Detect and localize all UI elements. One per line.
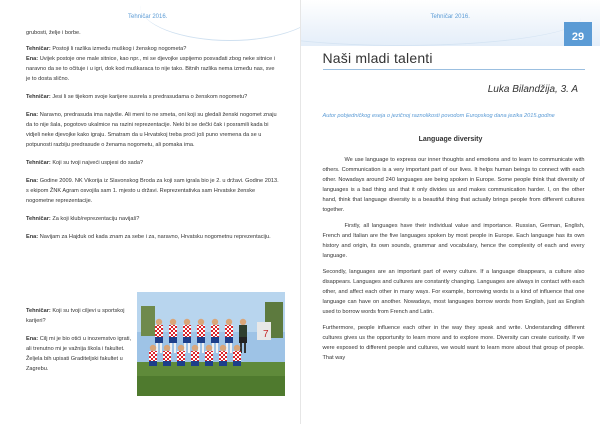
question: Tehničar: Koji su tvoji ciljevi u sportskoj karijeri? <box>26 308 125 324</box>
question: Tehničar: Postoji li razlika između muškog i ženskog nogometa? <box>26 46 187 52</box>
interview-text <box>26 28 280 250</box>
essay-paragraph: We use language to express our inner thoughts and emotions and to learn to communicate with others. Communication is a very important part of our lives. It helps human beings to connect with each other. Nowadays around 240 languages are being spoken in Europe. Some people think that diversity of languages is a bad thing and that it only divides us and makes communication harder. I, on the other hand, think that language diversity is a beautiful thing that actually brings people from different cultures together. <box>322 157 585 213</box>
essay-title: Language diversity <box>418 136 483 143</box>
interview-text-narrow <box>26 306 136 382</box>
author-line: Luka Bilandžija, 3. A <box>487 84 578 95</box>
heading-rule <box>323 69 585 70</box>
running-head-right: Tehničar 2016. <box>430 14 470 20</box>
question: Tehničar: Jesi li se tijekom svoje karijere susrela s predrasudama o ženskom nogometu? <box>26 94 248 100</box>
right-page <box>301 0 600 424</box>
answer: Ena: Navijam za Hajduk od kada znam za sebe i za, naravno, Hrvatsku nogometnu reprezentaciju. <box>26 234 271 240</box>
essay-paragraph: Secondly, languages are an important part of every culture. If a language disappears, a culture also disappears. Languages and cultures are constantly changing. Languages are always in contact with each other, and affect each other in many ways. For example, borrowing words is a kind of influence that one language can have on another. Nowadays, most languages borrow words from English, just as English used to borrow words from French and Latin. <box>322 269 585 315</box>
question: Tehničar: Za koji klub/reprezentaciju navijaš? <box>26 216 140 222</box>
essay-body <box>323 155 585 369</box>
section-heading: Naši mladi talenti <box>322 50 433 66</box>
running-head-left: Tehničar 2016. <box>128 14 168 20</box>
author-note: Autor pobjedničkog eseja o jezičnoj raznolikosti povodom Europskog dana jezika 2015.godine <box>322 113 555 119</box>
answer: Ena: Naravno, predrasuda ima najviše. Ali meni to ne smeta, oni koji su gledali ženski nogomet znaju da to nije šala, pogotovo ukalmice na razini reprezentacije. Neki bi se dečki čak i posramili kada bi vidjeli neke djevojke kako igraju. Smatram da u Hrvatskoj treba proći još puno vremena da se u potpunosti razbiju predrasude o ženama nogometu, ali pomaka ima. <box>26 112 277 148</box>
svg-text:7: 7 <box>263 329 269 340</box>
answer: Ena: Cilj mi je bio otići u inozemstvo igrati, ali trenutno mi je važnija škola i fakultet. Željela bih upisati Graditeljski fakultet u Zagrebu. <box>26 336 132 372</box>
page-number-badge <box>564 22 592 46</box>
answer: Ena: Godine 2009. NK Vikorija iz Slavonskog Broda za koji sam igrala bio je 2. u državi. Godine 2013. s ekipom ŽNK Agram osvojila sam 1. mjesto u državi. Reprezentativka sam Hrvatske ženske nogometne reprezentacije. <box>26 178 279 204</box>
question: Tehničar: Koji su tvoji najveći uspjesi do sada? <box>26 160 144 166</box>
team-photo <box>137 292 285 396</box>
answer: Ena: Uvijek postoje one male sitnice, kao npr., mi se djevojke uspijemo posvađati zbog neke sitnice i naravno da se to očituje i u igri, dok kod muškaraca to nije tako. Bitnih razlika nema između nas, sve je to dosta slično. <box>26 56 276 82</box>
essay-paragraph: Furthermore, people influence each other in the way they speak and write. Understanding different cultures gives us the opportunity to learn more and to explore more. Diversity can create curiosity. If we were exposed to different people and cultures, we would want to learn more about that group of people. That way <box>322 325 585 361</box>
essay-paragraph: Firstly, all languages have their individual value and importance. Russian, German, English, French and Italian are the five languages spoken by most people in Europe. Each language has its own history and origin, its own sounds, grammar and vocabulary, hence the complexity of each and every language. <box>322 223 585 259</box>
intro-tail: grubosti, želje i borbe. <box>26 30 81 36</box>
page-number: 29 <box>571 31 585 43</box>
